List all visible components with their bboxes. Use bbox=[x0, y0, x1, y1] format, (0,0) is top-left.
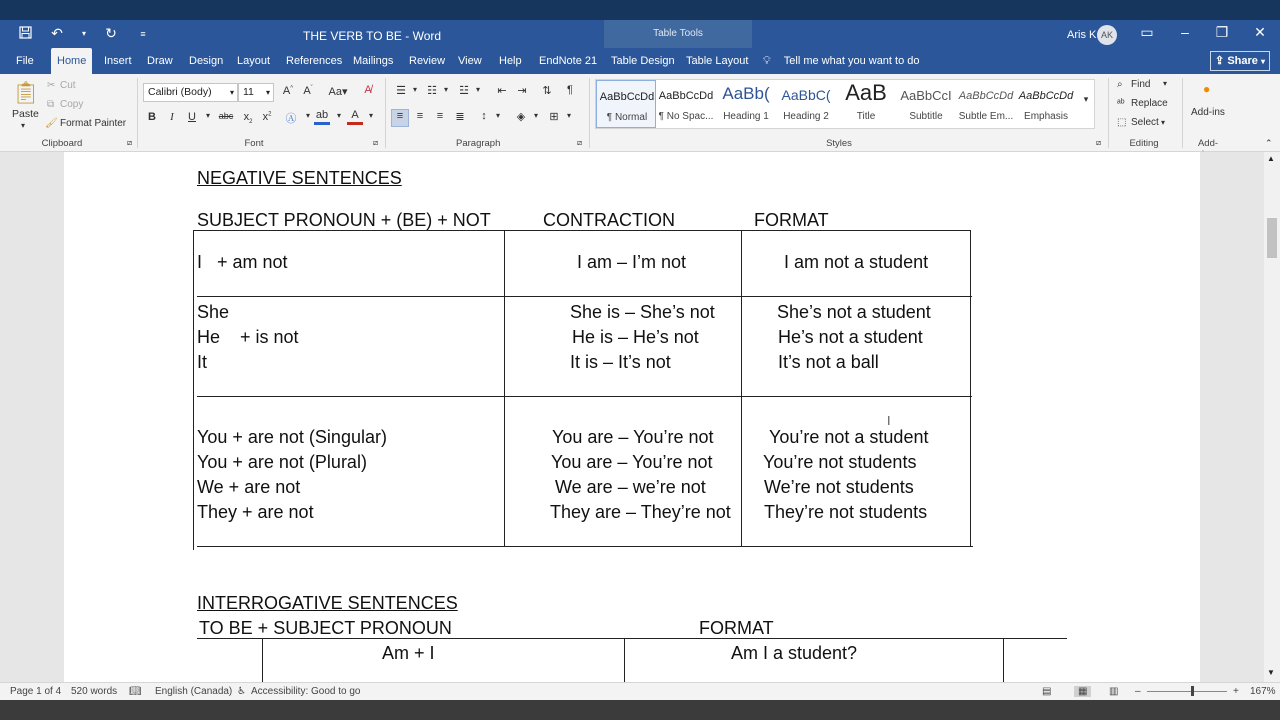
paragraph-group-label: Paragraph bbox=[456, 138, 501, 149]
zoom-in-icon[interactable]: + bbox=[1233, 686, 1239, 697]
table-cell-subject: It bbox=[197, 352, 208, 372]
text-effects-dropdown-icon[interactable]: ▾ bbox=[305, 111, 310, 120]
style-sample: AaBbCcDd bbox=[1018, 90, 1074, 102]
quick-access-toolbar bbox=[16, 25, 152, 42]
share-label: Share bbox=[1227, 55, 1258, 67]
style-name: Title bbox=[856, 111, 876, 122]
table-cell-subject: I + am not bbox=[197, 252, 288, 272]
replace-icon: ᵃᵇ bbox=[1117, 98, 1125, 109]
document-page[interactable] bbox=[64, 152, 1200, 682]
undo-dropdown-icon[interactable]: ▾ bbox=[81, 29, 86, 38]
accessibility-status[interactable]: Accessibility: Good to go bbox=[251, 686, 361, 697]
text-effects-icon[interactable]: Ⓐ bbox=[285, 113, 297, 125]
style-emphasis[interactable] bbox=[1016, 80, 1076, 128]
find-dropdown-icon[interactable]: ▾ bbox=[1163, 79, 1168, 88]
user-name[interactable]: Aris K bbox=[1067, 29, 1097, 41]
vertical-scrollbar[interactable] bbox=[1264, 152, 1280, 682]
table-cell-left: Am + I bbox=[382, 643, 435, 663]
find-icon: ⌕ bbox=[1117, 79, 1123, 90]
style-name: Subtitle bbox=[909, 111, 943, 122]
borders-icon[interactable]: ⊞ bbox=[549, 111, 559, 123]
style-heading-2[interactable] bbox=[776, 80, 836, 128]
document-area bbox=[0, 152, 1264, 682]
cut-icon: ✂ bbox=[47, 80, 56, 91]
style-name: ¶ Normal bbox=[606, 112, 648, 123]
line-spacing-icon[interactable]: ↕ bbox=[481, 110, 487, 122]
table-cell-subject: You + are not (Singular) bbox=[197, 427, 387, 447]
shading-icon[interactable]: ◈ bbox=[516, 111, 526, 123]
editing-group-label: Editing bbox=[1129, 138, 1159, 149]
tab-help[interactable]: Help bbox=[499, 55, 522, 67]
font-name-value: Calibri (Body) bbox=[148, 86, 212, 98]
style-sample: AaBbCcDd bbox=[599, 91, 655, 103]
scroll-down-icon[interactable]: ▼ bbox=[1267, 668, 1275, 677]
style-name: Heading 2 bbox=[783, 111, 829, 122]
font-name-box[interactable] bbox=[143, 83, 238, 102]
tab-table-design[interactable]: Table Design bbox=[611, 55, 675, 67]
table-cell-contraction: He is – He’s not bbox=[572, 327, 699, 347]
table-border bbox=[624, 638, 625, 682]
tab-file[interactable]: File bbox=[16, 55, 34, 67]
redo-icon[interactable]: ↻ bbox=[105, 25, 117, 41]
chevron-down-icon: ▾ bbox=[1260, 57, 1265, 66]
share-icon: ⇪ bbox=[1215, 55, 1225, 67]
tab-design[interactable]: Design bbox=[189, 55, 224, 67]
tab-layout[interactable]: Layout bbox=[237, 55, 271, 67]
negative-sentences-heading: NEGATIVE SENTENCES bbox=[197, 168, 402, 188]
style-subtle-emphasis[interactable] bbox=[956, 80, 1016, 128]
font-group-label: Font bbox=[244, 138, 264, 149]
add-ins-group-label: Add- bbox=[1197, 138, 1219, 149]
table-cell-format: They’re not students bbox=[764, 502, 928, 522]
table-cell-contraction: You are – You’re not bbox=[552, 427, 714, 447]
underline-icon[interactable]: U bbox=[188, 111, 196, 123]
word-count[interactable]: 520 words bbox=[71, 686, 118, 697]
table-cell-format: It’s not a ball bbox=[778, 352, 879, 372]
avatar[interactable]: AK bbox=[1097, 25, 1117, 45]
show-formatting-marks-icon[interactable]: ¶ bbox=[567, 84, 573, 96]
line-spacing-dropdown-icon[interactable]: ▾ bbox=[495, 111, 500, 120]
style-sample: AaBbCcI bbox=[900, 88, 952, 103]
style-sample: AaBbCcDd bbox=[958, 90, 1014, 102]
font-size-value: 11 bbox=[243, 86, 254, 98]
divider bbox=[137, 78, 138, 148]
align-right-icon[interactable]: ≡ bbox=[436, 110, 444, 122]
multilevel-list-icon[interactable]: ☳ bbox=[459, 85, 469, 97]
document-title: THE VERB TO BE - Word bbox=[303, 29, 442, 43]
style-heading-1[interactable] bbox=[716, 80, 776, 128]
font-launcher-icon[interactable]: ⧄ bbox=[373, 138, 379, 147]
scroll-thumb[interactable] bbox=[1267, 218, 1277, 258]
ribbon-tabs bbox=[0, 48, 1280, 74]
select-icon: ⬚ bbox=[1117, 117, 1127, 128]
paste-dropdown-icon[interactable]: ▾ bbox=[21, 121, 26, 130]
table-border bbox=[970, 230, 971, 546]
increase-indent-icon[interactable]: ⇥ bbox=[517, 85, 527, 97]
share-button[interactable] bbox=[1210, 51, 1270, 71]
tab-references[interactable]: References bbox=[286, 55, 343, 67]
table-cell-right: Am I a student? bbox=[731, 643, 858, 663]
title-bar bbox=[0, 0, 1280, 48]
select-button[interactable]: Select bbox=[1131, 117, 1159, 128]
table-cell-format: You’re not a student bbox=[769, 427, 929, 447]
styles-group-label: Styles bbox=[826, 138, 852, 149]
styles-more-icon[interactable]: ▾ bbox=[1083, 94, 1089, 104]
style-sample: AaBbCcDd bbox=[658, 90, 714, 102]
table-border bbox=[197, 296, 972, 297]
chevron-down-icon: ▾ bbox=[229, 88, 234, 97]
divider bbox=[1182, 78, 1183, 148]
close-icon[interactable]: ✕ bbox=[1254, 24, 1266, 40]
format-painter-button[interactable]: Format Painter bbox=[60, 118, 127, 129]
strikethrough-icon[interactable]: abc bbox=[218, 111, 234, 121]
contraction-column-header: CONTRACTION bbox=[543, 210, 675, 230]
table-cell-subject: She bbox=[197, 302, 230, 322]
subscript-icon[interactable]: $x_2$ bbox=[243, 111, 253, 126]
divider bbox=[589, 78, 590, 148]
tab-insert[interactable]: Insert bbox=[104, 55, 132, 67]
table-cell-contraction: It is – It’s not bbox=[570, 352, 671, 372]
numbering-icon[interactable]: ☷ bbox=[427, 85, 437, 97]
highlight-dropdown-icon[interactable]: ▾ bbox=[336, 111, 341, 120]
table-border bbox=[197, 396, 972, 397]
italic-icon[interactable]: I bbox=[170, 111, 174, 123]
table-cell-subject: They + are not bbox=[197, 502, 314, 522]
to-be-column-header: TO BE + SUBJECT PRONOUN bbox=[199, 618, 452, 638]
restore-icon[interactable]: ❐ bbox=[1215, 24, 1229, 40]
borders-dropdown-icon[interactable]: ▾ bbox=[566, 111, 571, 120]
tab-endnote[interactable]: EndNote 21 bbox=[539, 55, 598, 67]
title-bar-top-strip bbox=[0, 0, 1280, 20]
taskbar bbox=[0, 700, 1280, 720]
text-cursor-icon: Ⅰ bbox=[887, 414, 891, 428]
font-color-icon[interactable]: A bbox=[347, 109, 363, 125]
interrogative-sentences-heading: INTERROGATIVE SENTENCES bbox=[197, 593, 458, 613]
web-layout-icon[interactable]: ▥ bbox=[1109, 686, 1119, 697]
tell-me-label: Tell me what you want to do bbox=[783, 55, 920, 67]
highlight-color-icon[interactable]: ab bbox=[314, 109, 330, 125]
clear-formatting-icon[interactable]: A̸ bbox=[364, 84, 372, 96]
underline-dropdown-icon[interactable]: ▾ bbox=[205, 111, 210, 120]
accessibility-icon: ♿︎ bbox=[237, 686, 246, 697]
styles-gallery bbox=[595, 79, 1095, 129]
style-name: ¶ No Spac... bbox=[658, 111, 714, 122]
paragraph-launcher-icon[interactable]: ⧄ bbox=[577, 138, 583, 147]
tab-draw[interactable]: Draw bbox=[147, 55, 173, 67]
style-normal[interactable] bbox=[596, 80, 656, 128]
zoom-slider[interactable] bbox=[1147, 691, 1227, 692]
minimize-icon[interactable]: – bbox=[1181, 24, 1189, 40]
table-border bbox=[193, 230, 194, 550]
table-cell-subject: He + is not bbox=[197, 327, 299, 347]
style-name: Subtle Em... bbox=[958, 111, 1014, 122]
justify-icon[interactable]: ≣ bbox=[455, 111, 465, 123]
proofing-icon[interactable]: 📖︎ bbox=[129, 686, 142, 697]
collapse-ribbon-icon[interactable]: ⌃ bbox=[1265, 138, 1273, 148]
page-count[interactable]: Page 1 of 4 bbox=[10, 686, 62, 697]
style-subtitle[interactable] bbox=[896, 80, 956, 128]
table-border bbox=[197, 546, 973, 547]
align-center-icon[interactable]: ≡ bbox=[416, 110, 424, 122]
paste-icon[interactable]: 📋︎ bbox=[12, 80, 40, 105]
divider bbox=[1108, 78, 1109, 148]
zoom-out-icon[interactable]: – bbox=[1135, 686, 1141, 697]
copy-icon: ⧉ bbox=[47, 99, 55, 110]
table-cell-contraction: You are – You’re not bbox=[551, 452, 713, 472]
bullets-dropdown-icon[interactable]: ▾ bbox=[412, 85, 417, 94]
table-cell-contraction: We are – we’re not bbox=[555, 477, 706, 497]
align-left-icon[interactable]: ≡ bbox=[391, 109, 409, 127]
font-size-box[interactable] bbox=[238, 83, 274, 102]
undo-icon[interactable]: ↶ bbox=[51, 25, 63, 41]
clipboard-launcher-icon[interactable]: ⧄ bbox=[127, 138, 133, 147]
zoom-slider-handle[interactable] bbox=[1191, 686, 1194, 696]
language-indicator[interactable]: English (Canada) bbox=[155, 686, 233, 697]
add-ins-button[interactable]: Add-ins bbox=[1191, 107, 1225, 118]
table-border bbox=[197, 638, 1067, 639]
superscript-icon[interactable]: $x^2$ bbox=[262, 111, 272, 123]
zoom-level[interactable]: 167% bbox=[1250, 686, 1276, 697]
paste-button[interactable]: Paste bbox=[12, 108, 39, 120]
table-border bbox=[1003, 638, 1004, 682]
table-cell-subject: We + are not bbox=[197, 477, 301, 497]
format-column-header-2: FORMAT bbox=[699, 618, 774, 638]
table-cell-format: You’re not students bbox=[763, 452, 917, 472]
table-cell-format: He’s not a student bbox=[778, 327, 923, 347]
bullets-icon[interactable]: ☰ bbox=[396, 85, 406, 97]
table-border bbox=[193, 230, 971, 231]
table-cell-format: I am not a student bbox=[784, 252, 929, 272]
divider bbox=[385, 78, 386, 148]
tab-table-layout[interactable]: Table Layout bbox=[686, 55, 749, 67]
add-ins-icon[interactable]: ● bbox=[1203, 82, 1211, 96]
bold-icon[interactable]: B bbox=[148, 111, 156, 123]
table-cell-contraction: She is – She’s not bbox=[570, 302, 715, 322]
scroll-up-icon[interactable]: ▲ bbox=[1267, 154, 1275, 163]
table-border bbox=[262, 638, 263, 682]
cut-button[interactable]: Cut bbox=[60, 80, 76, 91]
table-border bbox=[504, 230, 505, 546]
find-button[interactable]: Find bbox=[1131, 79, 1151, 90]
table-cell-subject: You + are not (Plural) bbox=[197, 452, 367, 472]
tell-me-search[interactable] bbox=[763, 48, 920, 74]
style-no-spacing[interactable] bbox=[656, 80, 716, 128]
status-bar bbox=[0, 682, 1280, 700]
sort-icon[interactable]: ⇅ bbox=[542, 85, 552, 97]
print-layout-icon[interactable]: ▦ bbox=[1074, 686, 1091, 697]
chevron-down-icon: ▾ bbox=[265, 88, 270, 97]
subject-pronoun-column-header: SUBJECT PRONOUN + (BE) + NOT bbox=[197, 210, 491, 230]
change-case-icon[interactable]: Aa▾ bbox=[328, 86, 348, 98]
grow-font-icon[interactable]: A^ bbox=[282, 85, 294, 97]
tab-review[interactable]: Review bbox=[409, 55, 446, 67]
table-cell-format: We’re not students bbox=[764, 477, 914, 497]
format-painter-icon: 🖌︎ bbox=[45, 118, 58, 129]
table-cell-contraction: I am – I’m not bbox=[577, 252, 687, 272]
tab-view[interactable]: View bbox=[458, 55, 482, 67]
tab-home[interactable]: Home bbox=[51, 48, 92, 74]
format-column-header: FORMAT bbox=[754, 210, 829, 230]
table-border bbox=[741, 230, 742, 546]
styles-launcher-icon[interactable]: ⧄ bbox=[1096, 138, 1102, 147]
multilevel-dropdown-icon[interactable]: ▾ bbox=[475, 85, 480, 94]
save-icon[interactable] bbox=[16, 26, 34, 42]
select-dropdown-icon[interactable]: ▾ bbox=[1161, 118, 1166, 127]
style-name: Heading 1 bbox=[723, 111, 769, 122]
customize-quick-access-icon[interactable]: ≡ bbox=[140, 28, 146, 39]
table-cell-contraction: They are – They’re not bbox=[550, 502, 731, 522]
style-sample: AaBb( bbox=[722, 84, 770, 103]
replace-button[interactable]: Replace bbox=[1131, 98, 1168, 109]
shading-dropdown-icon[interactable]: ▾ bbox=[533, 111, 538, 120]
style-title[interactable] bbox=[836, 80, 896, 128]
table-tools-context-label: Table Tools bbox=[604, 20, 752, 48]
copy-button[interactable]: Copy bbox=[60, 99, 84, 110]
font-color-dropdown-icon[interactable]: ▾ bbox=[368, 111, 373, 120]
tab-mailings[interactable]: Mailings bbox=[353, 55, 394, 67]
table-cell-format: She’s not a student bbox=[777, 302, 931, 322]
ribbon-display-options-icon[interactable]: ▭ bbox=[1140, 24, 1154, 40]
decrease-indent-icon[interactable]: ⇤ bbox=[497, 85, 507, 97]
style-sample: AaB bbox=[845, 80, 887, 105]
read-mode-icon[interactable]: ▤ bbox=[1042, 686, 1052, 697]
numbering-dropdown-icon[interactable]: ▾ bbox=[443, 85, 448, 94]
ribbon bbox=[0, 74, 1280, 152]
clipboard-group-label: Clipboard bbox=[41, 138, 83, 149]
lightbulb-icon: 💡︎ bbox=[763, 55, 771, 67]
shrink-font-icon[interactable]: $A^ˇ$ bbox=[303, 85, 313, 97]
style-name: Emphasis bbox=[1024, 111, 1068, 122]
style-sample: AaBbC( bbox=[781, 87, 831, 103]
